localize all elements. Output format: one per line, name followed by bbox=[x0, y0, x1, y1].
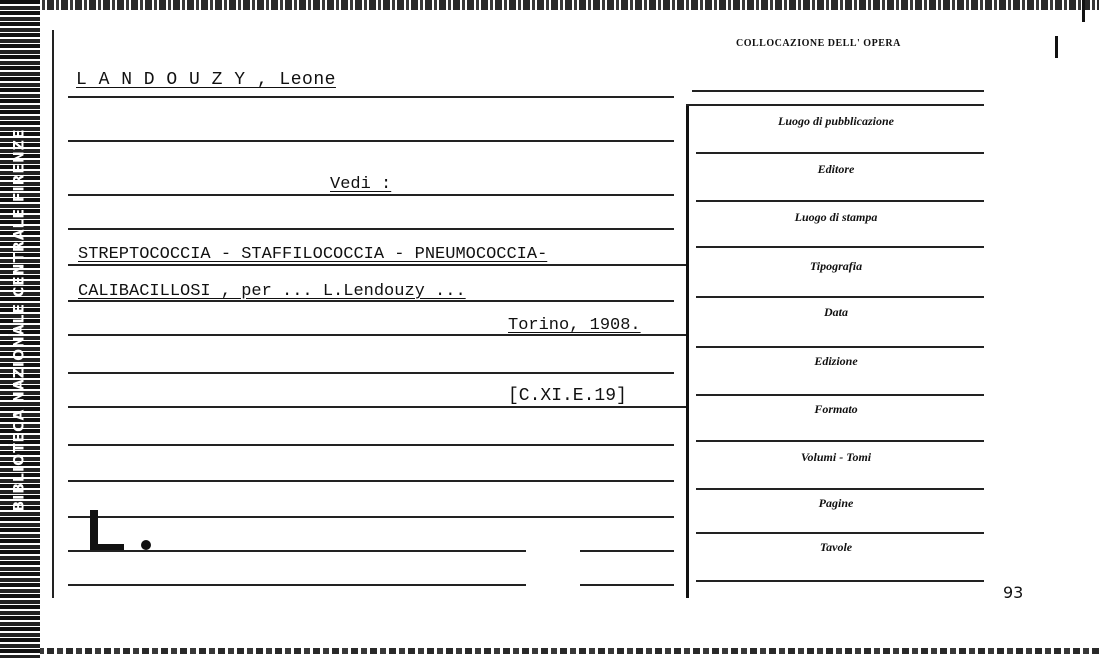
top-border bbox=[0, 0, 1099, 10]
ruled-line bbox=[68, 372, 674, 374]
bottom-border bbox=[0, 648, 1099, 654]
ruled-line bbox=[696, 440, 984, 442]
ruled-line bbox=[68, 584, 526, 586]
ruled-line bbox=[580, 550, 674, 552]
ruled-line bbox=[696, 200, 984, 202]
imprint: Torino, 1908. bbox=[508, 316, 641, 335]
ruled-line bbox=[696, 580, 984, 582]
ruled-line bbox=[68, 444, 674, 446]
ruled-line bbox=[580, 584, 674, 586]
field-luogo-stampa: Luogo di stampa bbox=[794, 210, 878, 224]
ruled-line bbox=[68, 264, 686, 266]
ruled-line bbox=[68, 96, 674, 98]
field-editore: Editore bbox=[817, 162, 855, 176]
library-stamp-text: BIBLIOTECA NAZIONALE CENTRALE FIRENZE bbox=[12, 128, 28, 512]
library-stamp bbox=[8, 20, 32, 620]
ruled-line bbox=[696, 152, 984, 154]
handwritten-initial bbox=[84, 506, 162, 554]
ruled-line bbox=[68, 406, 686, 408]
ruled-line bbox=[68, 194, 674, 196]
title-line-1: STREPTOCOCCIA - STAFFILOCOCCIA - PNEUMOCOCCIA- bbox=[78, 245, 548, 264]
ruled-line bbox=[696, 246, 984, 248]
field-luogo-pubblicazione: Luogo di pubblicazione bbox=[777, 114, 894, 128]
ruled-line bbox=[68, 140, 674, 142]
ruled-line bbox=[696, 346, 984, 348]
ruled-line bbox=[68, 228, 674, 230]
edge-mark bbox=[1082, 0, 1085, 22]
see-reference-label: Vedi : bbox=[330, 175, 392, 194]
field-data: Data bbox=[824, 305, 848, 319]
ruled-line bbox=[696, 532, 984, 534]
margin-line bbox=[52, 30, 54, 598]
author-heading: L A N D O U Z Y , Leone bbox=[76, 70, 336, 90]
field-pagine: Pagine bbox=[818, 496, 854, 510]
edge-mark bbox=[1055, 36, 1058, 58]
ruled-line bbox=[696, 488, 984, 490]
page-number: 93 bbox=[1003, 583, 1024, 602]
column-divider bbox=[686, 104, 689, 598]
ruled-line bbox=[696, 394, 984, 396]
ruled-line bbox=[692, 90, 984, 92]
ruled-line bbox=[696, 296, 984, 298]
title-line-2: CALIBACILLOSI , per ... L.Lendouzy ... bbox=[78, 282, 466, 301]
ruled-line bbox=[68, 480, 674, 482]
shelfmark: [C.XI.E.19] bbox=[508, 386, 627, 406]
field-formato: Formato bbox=[814, 402, 858, 416]
ruled-line bbox=[686, 104, 984, 106]
field-edizione: Edizione bbox=[814, 354, 858, 368]
collocation-heading: COLLOCAZIONE DELL' OPERA bbox=[736, 38, 901, 49]
field-volumi-tomi: Volumi - Tomi bbox=[800, 450, 872, 464]
field-tipografia: Tipografia bbox=[809, 259, 863, 273]
field-tavole: Tavole bbox=[819, 540, 853, 554]
